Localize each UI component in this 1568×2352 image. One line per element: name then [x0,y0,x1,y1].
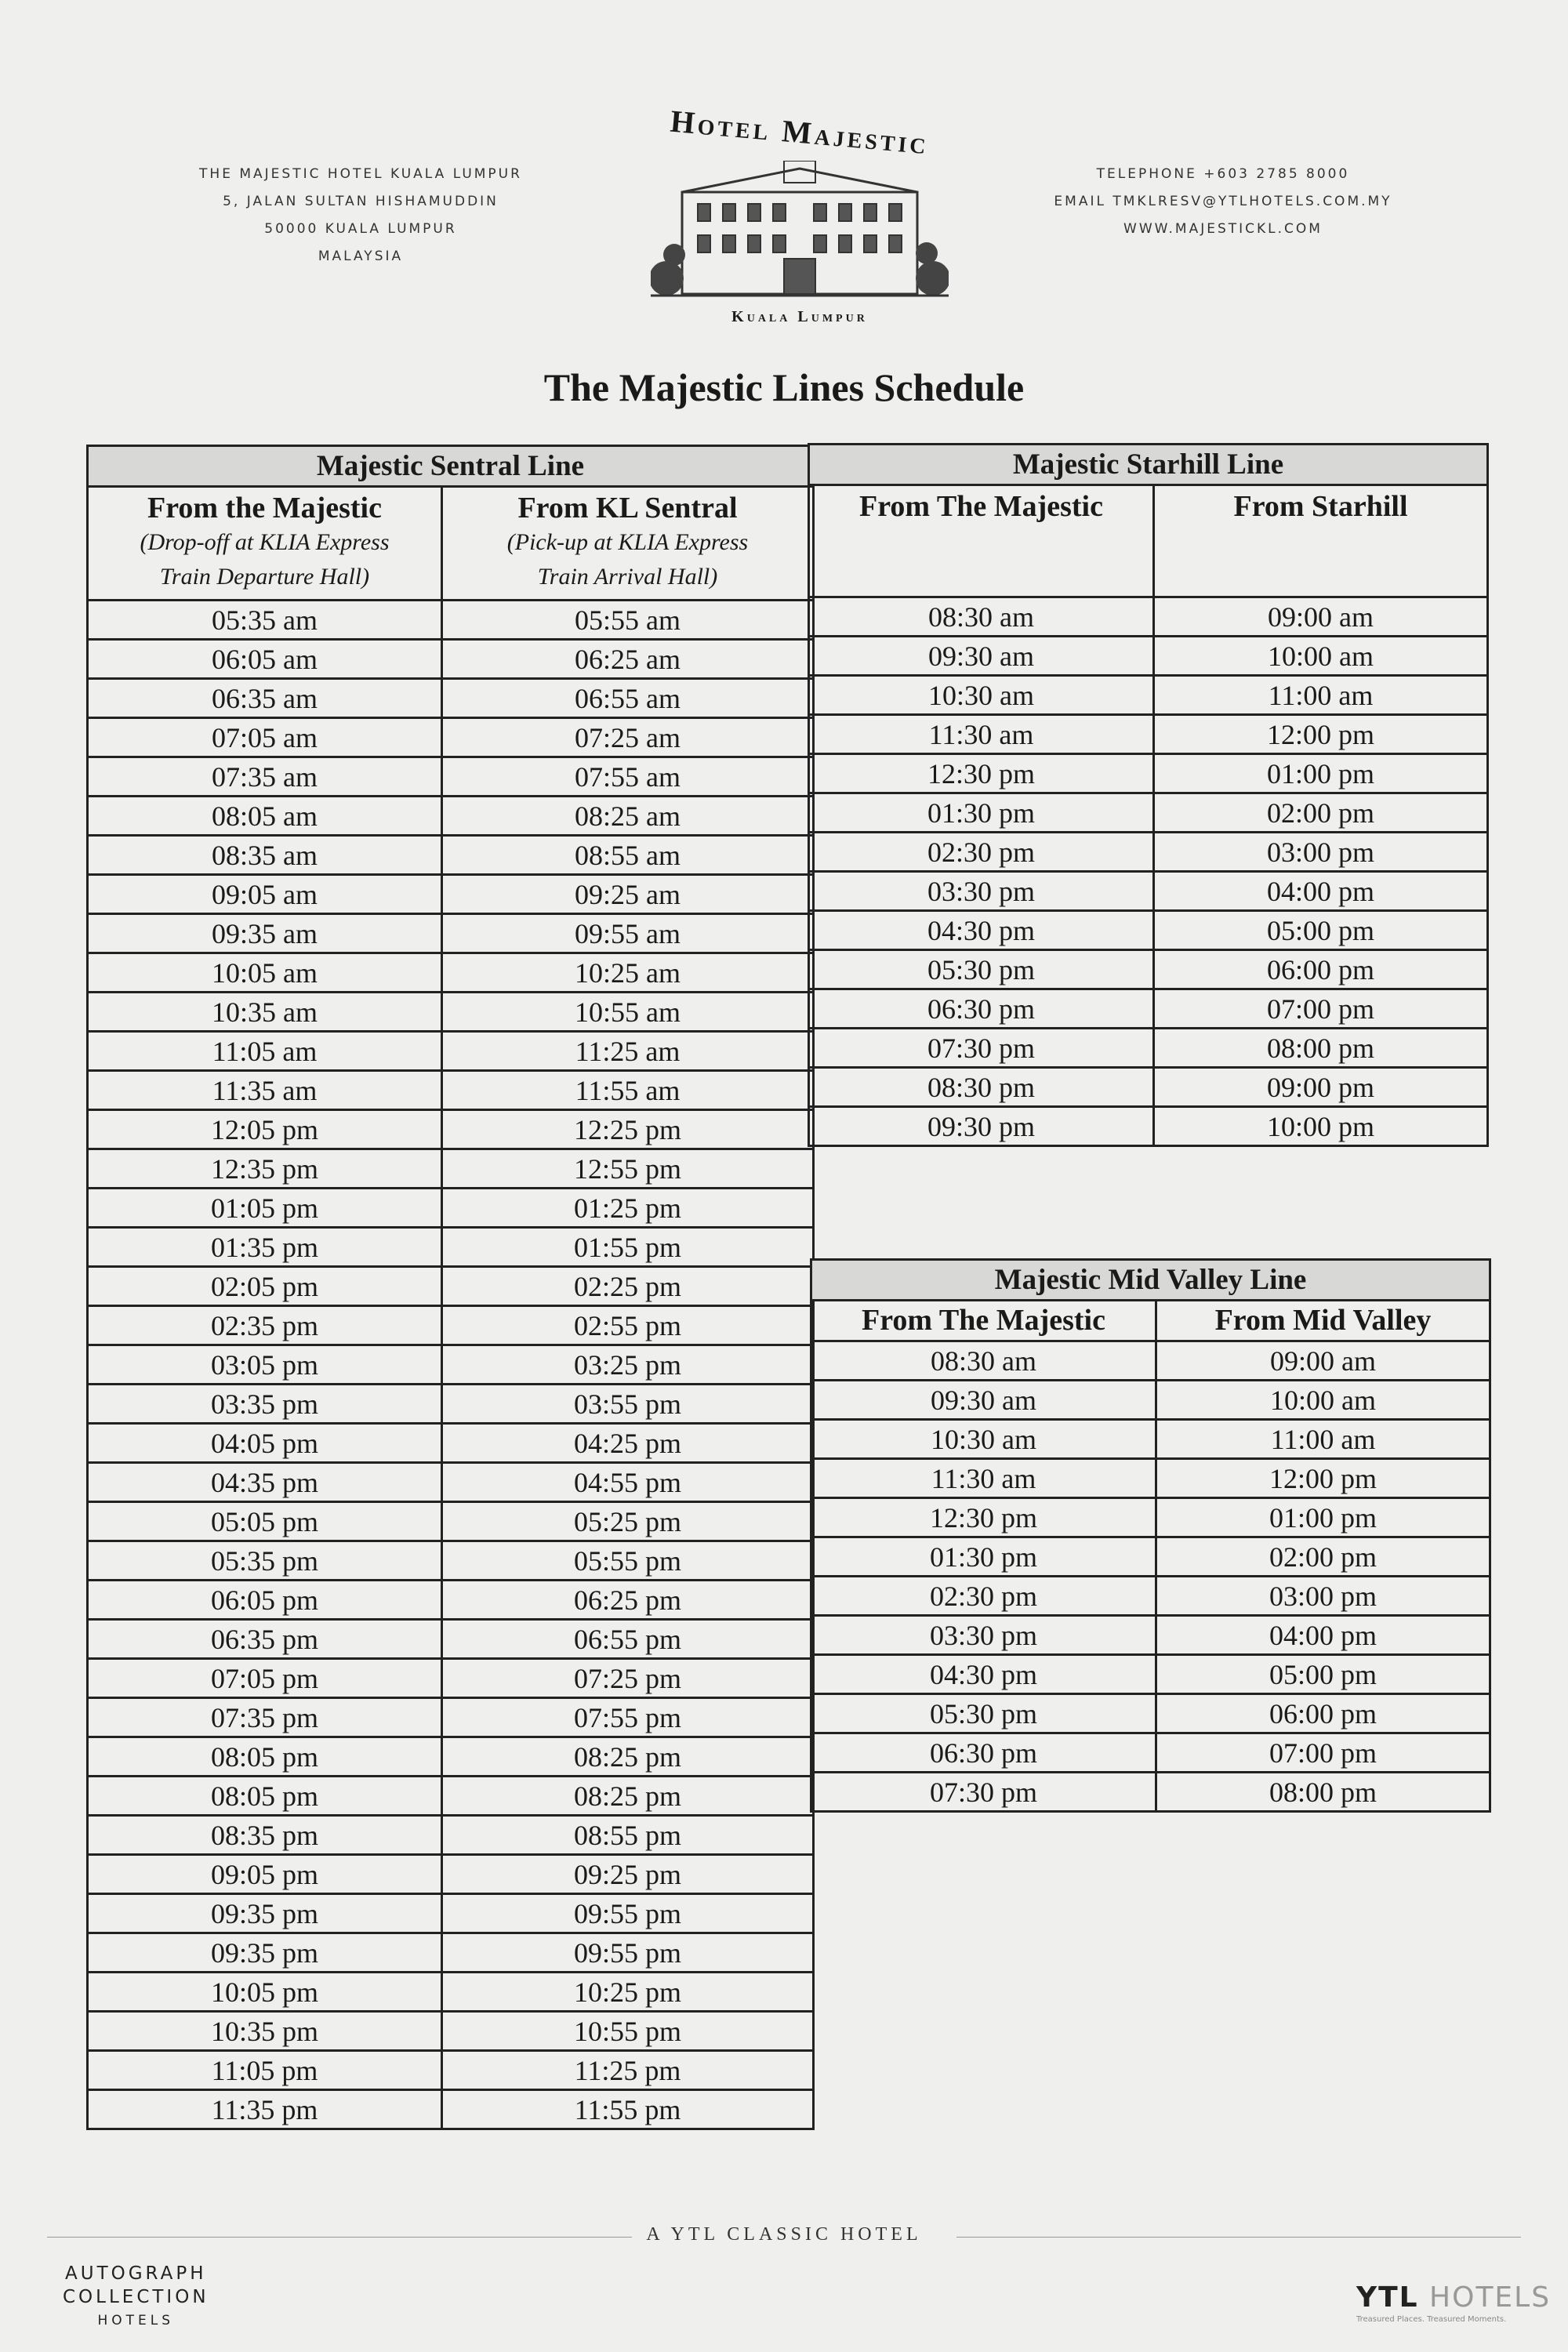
departure-time-cell: 08:30 pm [809,1068,1154,1107]
ytl-brand-bold: YTL [1356,2281,1419,2314]
departure-time-cell: 12:30 pm [811,1498,1156,1537]
contact-line: WWW.MAJESTICKL.COM [1123,221,1323,237]
return-time-cell: 09:00 pm [1154,1068,1488,1107]
departure-time-cell: 12:05 pm [88,1110,442,1149]
departure-time-cell: 03:35 pm [88,1385,442,1424]
footer-tagline-text: A YTL CLASSIC HOTEL [632,2224,935,2245]
table-row [88,640,814,679]
departure-time-cell: 09:35 am [88,914,442,953]
table-row [809,950,1488,989]
table-row [88,1973,814,2012]
table-row [811,1498,1490,1537]
starhill-line-table [808,443,1489,1147]
table-row [809,754,1488,793]
table-row [88,1149,814,1189]
table-row [88,953,814,993]
departure-time-cell: 04:05 pm [88,1424,442,1463]
column-title: From the Majestic [147,492,382,524]
departure-time-cell: 02:35 pm [88,1306,442,1345]
departure-time-cell: 09:35 pm [88,1894,442,1933]
table-row [88,1110,814,1149]
midvalley-col-from-mid-valley: From Mid Valley [1156,1301,1490,1341]
return-time-cell: 09:25 pm [442,1855,814,1894]
table-row [88,1032,814,1071]
table-row [811,1381,1490,1420]
address-line: MALAYSIA [318,249,404,264]
departure-time-cell: 05:05 pm [88,1502,442,1541]
midvalley-col-from-majestic: From The Majestic [811,1301,1156,1341]
return-time-cell: 02:25 pm [442,1267,814,1306]
address-line: 50000 KUALA LUMPUR [264,221,457,237]
return-time-cell: 02:55 pm [442,1306,814,1345]
return-time-cell: 12:00 pm [1154,715,1488,754]
departure-time-cell: 05:30 pm [809,950,1154,989]
starhill-line-title: Majestic Starhill Line [809,445,1488,485]
table-row [809,833,1488,872]
departure-time-cell: 11:30 am [809,715,1154,754]
hotel-logo [635,103,964,333]
return-time-cell: 10:00 am [1154,637,1488,676]
sentral-line-title: Majestic Sentral Line [88,446,814,487]
departure-time-cell: 11:05 am [88,1032,442,1071]
column-title: From KL Sentral [517,492,738,524]
departure-time-cell: 08:05 pm [88,1777,442,1816]
departure-time-cell: 09:05 pm [88,1855,442,1894]
starhill-times [809,597,1488,1146]
departure-time-cell: 01:30 pm [809,793,1154,833]
departure-time-cell: 10:35 am [88,993,442,1032]
return-time-cell: 12:55 pm [442,1149,814,1189]
departure-time-cell: 11:30 am [811,1459,1156,1498]
return-time-cell: 11:00 am [1156,1420,1490,1459]
return-time-cell: 05:55 pm [442,1541,814,1581]
table-row [88,2012,814,2051]
departure-time-cell: 09:30 pm [809,1107,1154,1146]
return-time-cell: 06:25 pm [442,1581,814,1620]
sentral-col-from-majestic [88,487,442,601]
logo-city: Kuala Lumpur [731,308,868,325]
table-row [809,597,1488,637]
return-time-cell: 04:00 pm [1154,872,1488,911]
departure-time-cell: 07:05 am [88,718,442,757]
departure-time-cell: 11:35 pm [88,2090,442,2129]
departure-time-cell: 12:30 pm [809,754,1154,793]
return-time-cell: 08:55 pm [442,1816,814,1855]
midvalley-line-table [810,1258,1491,1813]
return-time-cell: 03:55 pm [442,1385,814,1424]
table-row [88,1189,814,1228]
return-time-cell: 08:55 am [442,836,814,875]
departure-time-cell: 02:30 pm [811,1577,1156,1616]
return-time-cell: 09:55 pm [442,1894,814,1933]
departure-time-cell: 10:30 am [809,676,1154,715]
table-row [811,1537,1490,1577]
return-time-cell: 07:25 am [442,718,814,757]
column-subtitle: Train Departure Hall) [159,564,370,590]
table-row [809,715,1488,754]
autograph-line3: HOTELS [97,2313,175,2328]
return-time-cell: 09:00 am [1154,597,1488,637]
table-row [88,679,814,718]
departure-time-cell: 06:35 am [88,679,442,718]
column-subtitle: (Pick-up at KLIA Express [506,529,749,555]
departure-time-cell: 09:05 am [88,875,442,914]
departure-time-cell: 02:30 pm [809,833,1154,872]
return-time-cell: 04:00 pm [1156,1616,1490,1655]
return-time-cell: 07:55 pm [442,1698,814,1737]
hotel-contact [1035,161,1411,243]
return-time-cell: 09:55 pm [442,1933,814,1973]
return-time-cell: 01:00 pm [1156,1498,1490,1537]
return-time-cell: 12:00 pm [1156,1459,1490,1498]
table-row [88,1267,814,1306]
ytl-hotels-logo [1356,2281,1551,2324]
return-time-cell: 07:25 pm [442,1659,814,1698]
table-row [88,1228,814,1267]
table-row [88,875,814,914]
table-row [88,914,814,953]
return-time-cell: 08:00 pm [1156,1773,1490,1812]
table-row [811,1773,1490,1812]
departure-time-cell: 05:35 pm [88,1541,442,1581]
sentral-col-from-kl-sentral [442,487,814,601]
departure-time-cell: 03:30 pm [811,1616,1156,1655]
ytl-brand-light: HOTELS [1429,2281,1552,2314]
departure-time-cell: 10:05 am [88,953,442,993]
return-time-cell: 06:00 pm [1156,1694,1490,1733]
table-row [811,1577,1490,1616]
table-row [88,1659,814,1698]
departure-time-cell: 05:30 pm [811,1694,1156,1733]
departure-time-cell: 09:30 am [809,637,1154,676]
departure-time-cell: 07:30 pm [809,1029,1154,1068]
departure-time-cell: 07:30 pm [811,1773,1156,1812]
departure-time-cell: 08:35 pm [88,1816,442,1855]
ytl-brand [1356,2281,1551,2314]
page-title: The Majestic Lines Schedule [543,365,1025,409]
starhill-col-from-starhill: From Starhill [1154,485,1488,597]
table-row [88,1463,814,1502]
table-row [811,1420,1490,1459]
table-row [88,797,814,836]
return-time-cell: 06:55 am [442,679,814,718]
table-row [809,793,1488,833]
table-row [88,1737,814,1777]
table-row [809,637,1488,676]
table-row [88,718,814,757]
departure-time-cell: 08:30 am [809,597,1154,637]
return-time-cell: 10:00 am [1156,1381,1490,1420]
return-time-cell: 03:25 pm [442,1345,814,1385]
return-time-cell: 08:25 pm [442,1777,814,1816]
departure-time-cell: 08:05 am [88,797,442,836]
contact-line: EMAIL TMKLRESV@YTLHOTELS.COM.MY [1054,194,1392,209]
table-row [88,1306,814,1345]
return-time-cell: 02:00 pm [1154,793,1488,833]
departure-time-cell: 06:35 pm [88,1620,442,1659]
departure-time-cell: 09:35 pm [88,1933,442,1973]
table-row [811,1459,1490,1498]
departure-time-cell: 10:30 am [811,1420,1156,1459]
departure-time-cell: 06:30 pm [809,989,1154,1029]
return-time-cell: 09:55 am [442,914,814,953]
table-row [88,757,814,797]
table-row [88,1424,814,1463]
return-time-cell: 08:25 am [442,797,814,836]
departure-time-cell: 04:30 pm [811,1655,1156,1694]
departure-time-cell: 01:05 pm [88,1189,442,1228]
table-row [88,1502,814,1541]
table-row [88,1620,814,1659]
footer-tagline [0,2224,1568,2245]
departure-time-cell: 12:35 pm [88,1149,442,1189]
departure-time-cell: 01:35 pm [88,1228,442,1267]
return-time-cell: 09:25 am [442,875,814,914]
table-row [88,1816,814,1855]
table-row [88,1894,814,1933]
return-time-cell: 06:00 pm [1154,950,1488,989]
table-row [809,872,1488,911]
departure-time-cell: 05:35 am [88,601,442,640]
departure-time-cell: 07:05 pm [88,1659,442,1698]
departure-time-cell: 04:30 pm [809,911,1154,950]
table-row [809,1029,1488,1068]
departure-time-cell: 04:35 pm [88,1463,442,1502]
return-time-cell: 01:25 pm [442,1189,814,1228]
table-row [811,1616,1490,1655]
departure-time-cell: 10:35 pm [88,2012,442,2051]
hotel-building-illustration [651,161,949,302]
return-time-cell: 04:55 pm [442,1463,814,1502]
return-time-cell: 04:25 pm [442,1424,814,1463]
ytl-tagline: Treasured Places. Treasured Moments. [1356,2315,1507,2324]
logo-name: Hotel Majestic [669,103,931,162]
address-line: THE MAJESTIC HOTEL KUALA LUMPUR [199,166,522,182]
table-row [809,989,1488,1029]
return-time-cell: 10:55 am [442,993,814,1032]
departure-time-cell: 07:35 am [88,757,442,797]
table-row [88,1581,814,1620]
table-row [809,1107,1488,1146]
return-time-cell: 02:00 pm [1156,1537,1490,1577]
return-time-cell: 05:00 pm [1154,911,1488,950]
departure-time-cell: 08:35 am [88,836,442,875]
address-line: 5, JALAN SULTAN HISHAMUDDIN [223,194,499,209]
midvalley-times [811,1341,1490,1812]
table-row [809,676,1488,715]
midvalley-line-title: Majestic Mid Valley Line [811,1260,1490,1301]
return-time-cell: 11:25 am [442,1032,814,1071]
return-time-cell: 08:00 pm [1154,1029,1488,1068]
hotel-address [172,161,549,270]
table-row [88,1541,814,1581]
sentral-line-table [86,445,815,2130]
return-time-cell: 07:55 am [442,757,814,797]
departure-time-cell: 08:05 pm [88,1737,442,1777]
return-time-cell: 06:25 am [442,640,814,679]
departure-time-cell: 06:05 pm [88,1581,442,1620]
return-time-cell: 05:55 am [442,601,814,640]
departure-time-cell: 03:30 pm [809,872,1154,911]
table-row [811,1733,1490,1773]
table-row [88,1855,814,1894]
departure-time-cell: 11:05 pm [88,2051,442,2090]
departure-time-cell: 06:30 pm [811,1733,1156,1773]
departure-time-cell: 03:05 pm [88,1345,442,1385]
sentral-times [88,601,814,2129]
table-row [88,836,814,875]
autograph-line2: COLLECTION [63,2287,209,2307]
departure-time-cell: 11:35 am [88,1071,442,1110]
return-time-cell: 11:00 am [1154,676,1488,715]
contact-line: TELEPHONE +603 2785 8000 [1096,166,1350,182]
return-time-cell: 07:00 pm [1154,989,1488,1029]
autograph-line1: AUTOGRAPH [65,2263,207,2284]
departure-time-cell: 08:30 am [811,1341,1156,1381]
table-row [88,1345,814,1385]
column-subtitle: (Drop-off at KLIA Express [140,529,390,555]
return-time-cell: 11:25 pm [442,2051,814,2090]
table-row [88,1385,814,1424]
return-time-cell: 10:00 pm [1154,1107,1488,1146]
table-row [88,993,814,1032]
table-row [811,1694,1490,1733]
return-time-cell: 11:55 am [442,1071,814,1110]
table-row [811,1655,1490,1694]
departure-time-cell: 10:05 pm [88,1973,442,2012]
departure-time-cell: 07:35 pm [88,1698,442,1737]
table-row [88,1777,814,1816]
table-row [809,911,1488,950]
return-time-cell: 09:00 am [1156,1341,1490,1381]
column-subtitle: Train Arrival Hall) [537,564,718,590]
return-time-cell: 08:25 pm [442,1737,814,1777]
departure-time-cell: 01:30 pm [811,1537,1156,1577]
return-time-cell: 05:25 pm [442,1502,814,1541]
table-row [88,2090,814,2129]
table-row [88,1698,814,1737]
return-time-cell: 12:25 pm [442,1110,814,1149]
return-time-cell: 10:25 am [442,953,814,993]
return-time-cell: 10:55 pm [442,2012,814,2051]
departure-time-cell: 09:30 am [811,1381,1156,1420]
return-time-cell: 10:25 pm [442,1973,814,2012]
table-row [88,601,814,640]
starhill-col-from-majestic: From The Majestic [809,485,1154,597]
table-row [809,1068,1488,1107]
return-time-cell: 03:00 pm [1154,833,1488,872]
table-row [811,1341,1490,1381]
return-time-cell: 05:00 pm [1156,1655,1490,1694]
return-time-cell: 06:55 pm [442,1620,814,1659]
departure-time-cell: 02:05 pm [88,1267,442,1306]
departure-time-cell: 06:05 am [88,640,442,679]
table-row [88,1071,814,1110]
return-time-cell: 03:00 pm [1156,1577,1490,1616]
return-time-cell: 07:00 pm [1156,1733,1490,1773]
table-row [88,1933,814,1973]
return-time-cell: 01:55 pm [442,1228,814,1267]
return-time-cell: 11:55 pm [442,2090,814,2129]
autograph-collection-logo [63,2262,209,2332]
return-time-cell: 01:00 pm [1154,754,1488,793]
table-row [88,2051,814,2090]
